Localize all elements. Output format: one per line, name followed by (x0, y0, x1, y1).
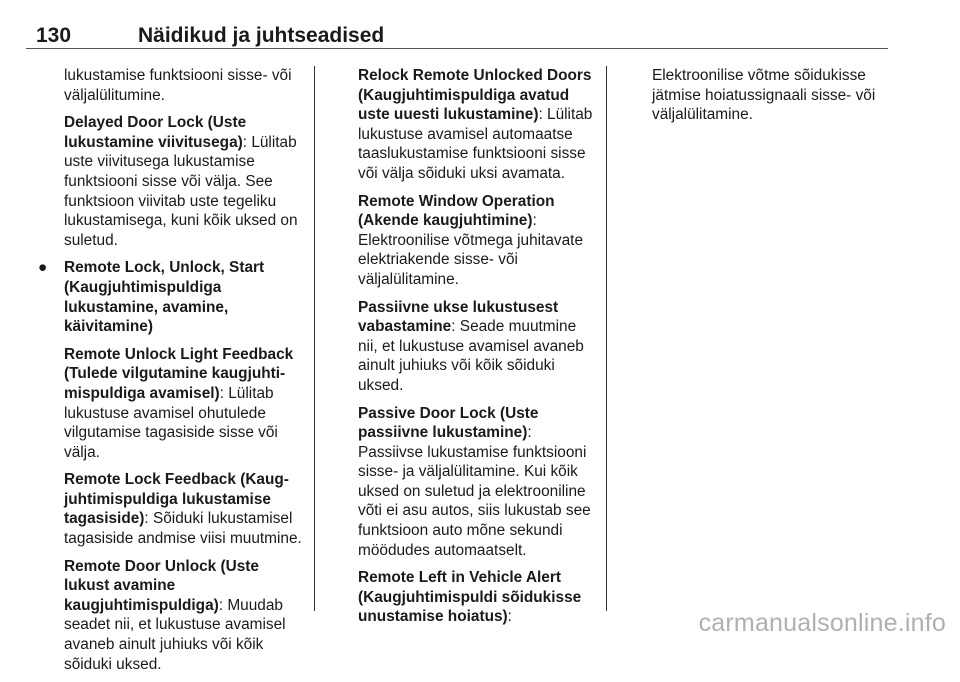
paragraph: Remote Left in Vehicle Alert (Kaugjuhtimispuldi sõidukisse unustamise hoiatus): (358, 569, 582, 626)
page-number: 130 (36, 24, 72, 47)
paragraph: Remote Unlock Light Feedback (Tulede vilgutamine kaugjuhti- mispuldiga avamisel): Lülitab lukustuse avamisel ohutulede vilgutamise tagasiside sisse või välja. (64, 345, 294, 461)
page-header (26, 8, 888, 48)
term: Remote Left in Vehicle Alert (Kaugjuhtimispuldi sõidukisse unustamise hoiatus) (358, 569, 582, 626)
term: Passive Door Lock (Uste passiivne lukustamine) (358, 404, 539, 442)
column-1 (38, 66, 304, 682)
paragraph: Remote Window Operation (Akende kaugjuhtimine): Elektroonilise võtmega juhitavate elektriakende sisse- või väljalülitamine. (358, 192, 583, 288)
column-2 (358, 66, 596, 635)
paragraph: Delayed Door Lock (Uste lukustamine viivitusega): Lülitab uste viivitusega lukustamise funktsiooni sisse või välja. See funktsioon viivitab uste tegeliku lukustamisega, kuni kõik uksed on suletud. (64, 114, 298, 249)
paragraph: Passive Door Lock (Uste passiivne lukustamine): Passiivse lukustamise funktsiooni sisse- ja väljalülitamine. Kui kõik uksed on suletud ja elektrooniline võti ei asu autos, siis lukustab see funktsioon auto mõne sekundi möödudes automaatselt. (358, 404, 591, 559)
page-title: Näidikud ja juhtseadised (138, 24, 385, 47)
term: Delayed Door Lock (Uste lukustamine viivitusega) (64, 114, 247, 151)
term: Relock Remote Unlocked Doors (Kaugjuhtimispuldiga avatud uste uuesti lukustamine) (358, 67, 592, 124)
watermark: carmanualsonline.info (698, 609, 946, 637)
column-divider-1 (314, 66, 315, 611)
column-divider-2 (606, 66, 607, 611)
paragraph: Elektroonilise võtme sõidukisse jätmise hoiatussignaali sisse- või väljalülitamine. (652, 67, 876, 124)
paragraph: Passiivne ukse lukustusest vabastamine: Seade muutmine nii, et lukustuse avamisel avaneb ainult juhiuks või kõik sõiduki uksed. (358, 298, 584, 394)
bullet-icon: ● (38, 259, 48, 277)
term: Passiivne ukse lukustusest vabastamine (358, 298, 559, 336)
column-3 (652, 66, 892, 133)
paragraph: lukustamise funktsiooni sisse- või väljalülitumine. (64, 67, 292, 104)
paragraph: Remote Door Unlock (Uste lukust avamine kaugjuhtimispuldiga): Muudab seadet nii, et lukustuse avamisel avaneb ainult juhiuks või kõik sõiduki uksed. (64, 557, 286, 673)
paragraph: Relock Remote Unlocked Doors (Kaugjuhtimispuldiga avatud uste uuesti lukustamine): Lülitab lukustuse avamisel automaatse taaslukustamise funktsiooni sisse või välja sõiduki uksi avamata. (358, 67, 593, 182)
term: Remote Window Operation (Akende kaugjuhtimine) (358, 192, 555, 230)
header-rule (26, 48, 888, 49)
term: Remote Door Unlock (Uste lukust avamine kaugjuhtimispuldiga) (64, 557, 259, 614)
bullet-item (38, 258, 304, 336)
term: Remote Lock Feedback (Kaug- juhtimispuldiga lukustamise tagasiside) (64, 471, 289, 528)
paragraph: Remote Lock Feedback (Kaug- juhtimispuldiga lukustamise tagasiside): Sõiduki lukustamisel tagasiside andmise viisi muutmine. (64, 471, 302, 548)
term: Remote Lock, Unlock, Start (Kaugjuhtimispuldiga lukustamine, avamine, käivitamine) (64, 259, 265, 336)
term: Remote Unlock Light Feedback (Tulede vilgutamine kaugjuhti- mispuldiga avamisel) (64, 345, 294, 402)
